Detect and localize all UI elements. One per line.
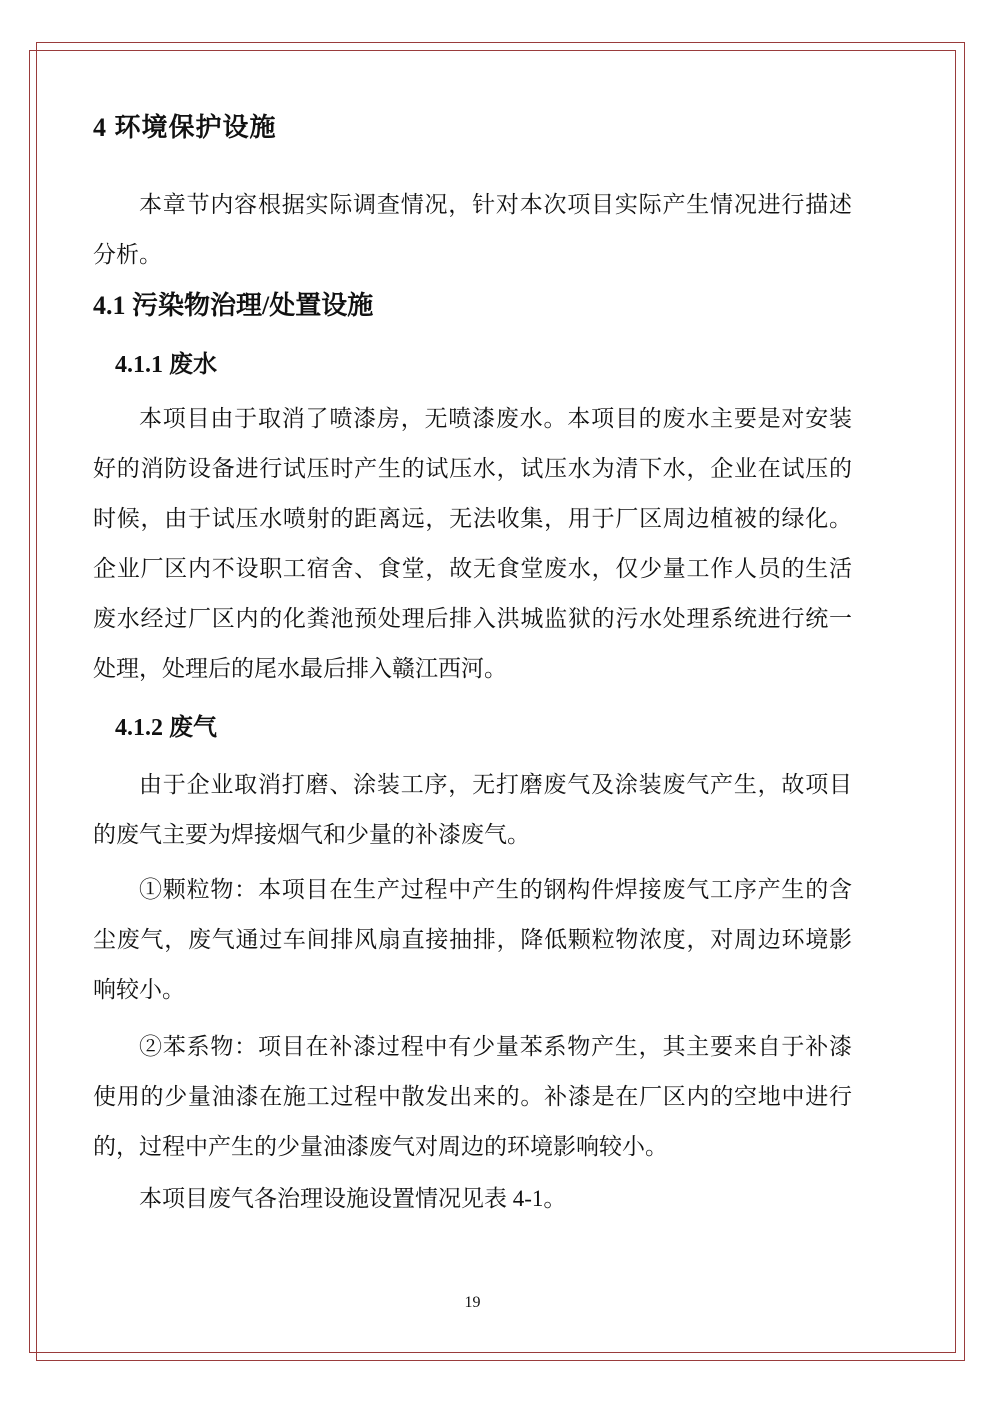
section-heading: 4.1 污染物治理/处置设施 <box>93 291 374 320</box>
text-line: 响较小。 <box>93 977 185 1002</box>
text-line: 本项目由于取消了喷漆房，无喷漆废水。本项目的废水主要是对安装 <box>139 406 852 431</box>
particulates-paragraph <box>93 865 852 1015</box>
text-line: 本项目废气各治理设施设置情况见表 4-1。 <box>139 1186 567 1211</box>
text-line: ②苯系物：项目在补漆过程中有少量苯系物产生，其主要来自于补漆 <box>139 1034 852 1059</box>
waste-gas-intro-paragraph <box>93 760 852 860</box>
page-number: 19 <box>464 1294 481 1311</box>
chapter-heading: 4 环境保护设施 <box>93 113 277 142</box>
text-line: 本章节内容根据实际调查情况，针对本次项目实际产生情况进行描述 <box>139 192 852 217</box>
text-line: 使用的少量油漆在施工过程中散发出来的。补漆是在厂区内的空地中进行 <box>93 1084 852 1109</box>
intro-paragraph <box>93 180 852 280</box>
text-line: 好的消防设备进行试压时产生的试压水，试压水为清下水，企业在试压的 <box>93 456 852 481</box>
subsection-waste-gas-heading: 4.1.2 废气 <box>115 715 217 741</box>
subsection-wastewater-heading: 4.1.1 废水 <box>115 352 217 378</box>
text-line: 废水经过厂区内的化粪池预处理后排入洪城监狱的污水处理系统进行统一 <box>93 606 852 631</box>
benzene-paragraph <box>93 1022 852 1172</box>
text-line: ①颗粒物：本项目在生产过程中产生的钢构件焊接废气工序产生的含 <box>139 877 852 902</box>
text-line: 分析。 <box>93 242 162 267</box>
wastewater-paragraph <box>93 394 852 694</box>
text-line: 处理，处理后的尾水最后排入赣江西河。 <box>93 656 507 681</box>
table-reference-paragraph <box>93 1174 852 1224</box>
text-line: 企业厂区内不设职工宿舍、食堂，故无食堂废水，仅少量工作人员的生活 <box>93 556 852 581</box>
text-line: 由于企业取消打磨、涂装工序，无打磨废气及涂装废气产生，故项目 <box>139 772 852 797</box>
text-line: 的，过程中产生的少量油漆废气对周边的环境影响较小。 <box>93 1134 668 1159</box>
text-line: 的废气主要为焊接烟气和少量的补漆废气。 <box>93 822 530 847</box>
text-line: 时候，由于试压水喷射的距离远，无法收集，用于厂区周边植被的绿化。 <box>93 506 852 531</box>
text-line: 尘废气，废气通过车间排风扇直接抽排，降低颗粒物浓度，对周边环境影 <box>93 927 852 952</box>
